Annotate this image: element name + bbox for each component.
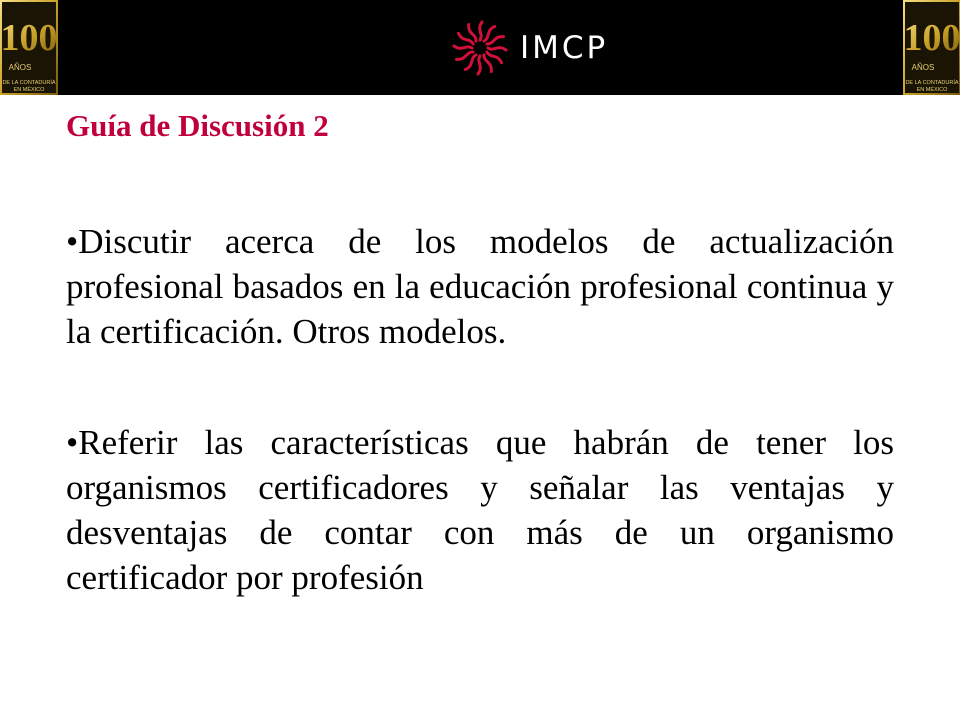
bullet-text: Referir las características que habrán de tener los organismos certificadores y señalar las ventajas y desventajas de contar con más de un organismo certificador por profesión <box>66 423 894 597</box>
slide-title: Guía de Discusión 2 <box>66 108 329 143</box>
sun-logo-icon <box>450 18 510 78</box>
svg-text:EN MÉXICO: EN MÉXICO <box>13 87 45 93</box>
header-bar <box>0 0 960 95</box>
bullet-text: Discutir acerca de los modelos de actualización profesional basados en la educación profesional continua y la certificación. Otros modelos. <box>66 222 894 351</box>
brand-name: IMCP <box>520 29 609 66</box>
svg-text:DE LA CONTADURÍA: DE LA CONTADURÍA <box>905 80 959 86</box>
svg-text:EN MÉXICO: EN MÉXICO <box>916 87 948 93</box>
svg-text:100: 100 <box>0 17 58 59</box>
svg-text:AÑOS: AÑOS <box>911 63 935 72</box>
bullet-item <box>66 219 894 354</box>
anniversary-badge-right <box>903 0 960 95</box>
imcp-logo <box>450 18 608 78</box>
bullet-marker: • <box>66 222 79 261</box>
svg-text:100: 100 <box>903 17 960 59</box>
svg-text:DE LA CONTADURÍA: DE LA CONTADURÍA <box>2 80 56 86</box>
bullet-marker: • <box>66 423 79 462</box>
svg-text:AÑOS: AÑOS <box>8 63 32 72</box>
anniversary-badge-left <box>0 0 58 95</box>
bullet-item <box>66 420 894 600</box>
